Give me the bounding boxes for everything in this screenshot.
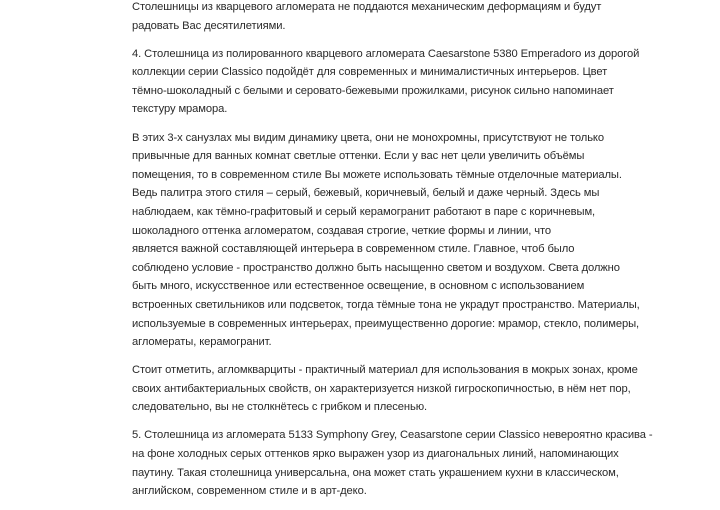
- text-line: соблюдено условие - пространство должно быть насыщенно светом и воздухом. Света должно: [132, 261, 620, 274]
- text-line: наблюдаем, как тёмно-графитовый и серый керамогранит работают в паре с коричневым,: [132, 205, 596, 218]
- document-body: [132, 0, 692, 510]
- text-line: Столешницы из кварцевого агломерата не поддаются механическим деформациям и будут: [132, 1, 602, 13]
- text-line: следовательно, вы не столкнётесь с грибком и плесенью.: [132, 401, 427, 414]
- text-line: тёмно-шоколадный с белыми и серовато-бежевыми прожилками, рисунок сильно напоминает: [132, 84, 614, 97]
- text-line: текстуру мрамора.: [132, 103, 228, 116]
- text-line: радовать Вас десятилетиями.: [132, 19, 286, 32]
- paragraph-intro: [132, 0, 692, 35]
- paragraph-item-4: [132, 45, 692, 119]
- text-line: привычные для ванных комнат светлые оттенки. Если у вас нет цели увеличить объёмы: [132, 150, 585, 163]
- text-line: 4. Столешница из полированного кварцевого агломерата Caesarstone 5380 Emperadoro из дорогой: [132, 47, 640, 60]
- text-line: 5. Столешница из агломерата 5133 Symphony Grey, Ceasarstone серии Classico невероятно красива -: [132, 429, 653, 442]
- text-line: помещения, то в современном стиле Вы можете использовать тёмные отделочные материалы.: [132, 168, 622, 181]
- text-line: коллекции серии Classico подойдёт для современных и минималистичных интерьеров. Цвет: [132, 66, 608, 79]
- text-line: паутину. Такая столешница универсальна, она может стать украшением кухни в классическом,: [132, 466, 619, 479]
- text-line: агломераты, керамогранит.: [132, 336, 272, 349]
- text-line: используемые в современных интерьерах, преимущественно дорогие: мрамор, стекло, полимеры,: [132, 317, 640, 330]
- text-line: Ведь палитра этого стиля – серый, бежевый, коричневый, белый и даже черный. Здесь мы: [132, 187, 600, 200]
- paragraph-item-5: [132, 426, 692, 500]
- paragraph-practicality: [132, 361, 692, 417]
- text-line: быть много, искусственное или естественное освещение, в основном с использованием: [132, 280, 585, 293]
- text-line: В этих 3-х санузлах мы видим динамику цвета, они не монохромны, присутствуют не только: [132, 131, 604, 144]
- text-line: шоколадного оттенка агломератом, создавая строгие, четкие формы и линии, что: [132, 224, 552, 237]
- text-line: Стоит отметить, агломкварциты - практичный материал для использования в мокрых зонах, кроме: [132, 364, 638, 377]
- paragraph-color-dynamics: [132, 129, 692, 352]
- text-line: английском, современном стиле и в арт-деко.: [132, 485, 367, 498]
- text-line: на фоне холодных серых оттенков ярко выражен узор из диагональных линий, напоминающих: [132, 448, 619, 461]
- text-line: своих антибактериальных свойств, он характеризуется низкой гигроскопичностью, в нём нет пор,: [132, 382, 631, 395]
- text-line: встроенных светильников или подсветок, тогда тёмные тона не украдут пространство. Материалы,: [132, 298, 640, 311]
- text-line: является важной составляющей интерьера в современном стиле. Главное, чтоб было: [132, 243, 575, 256]
